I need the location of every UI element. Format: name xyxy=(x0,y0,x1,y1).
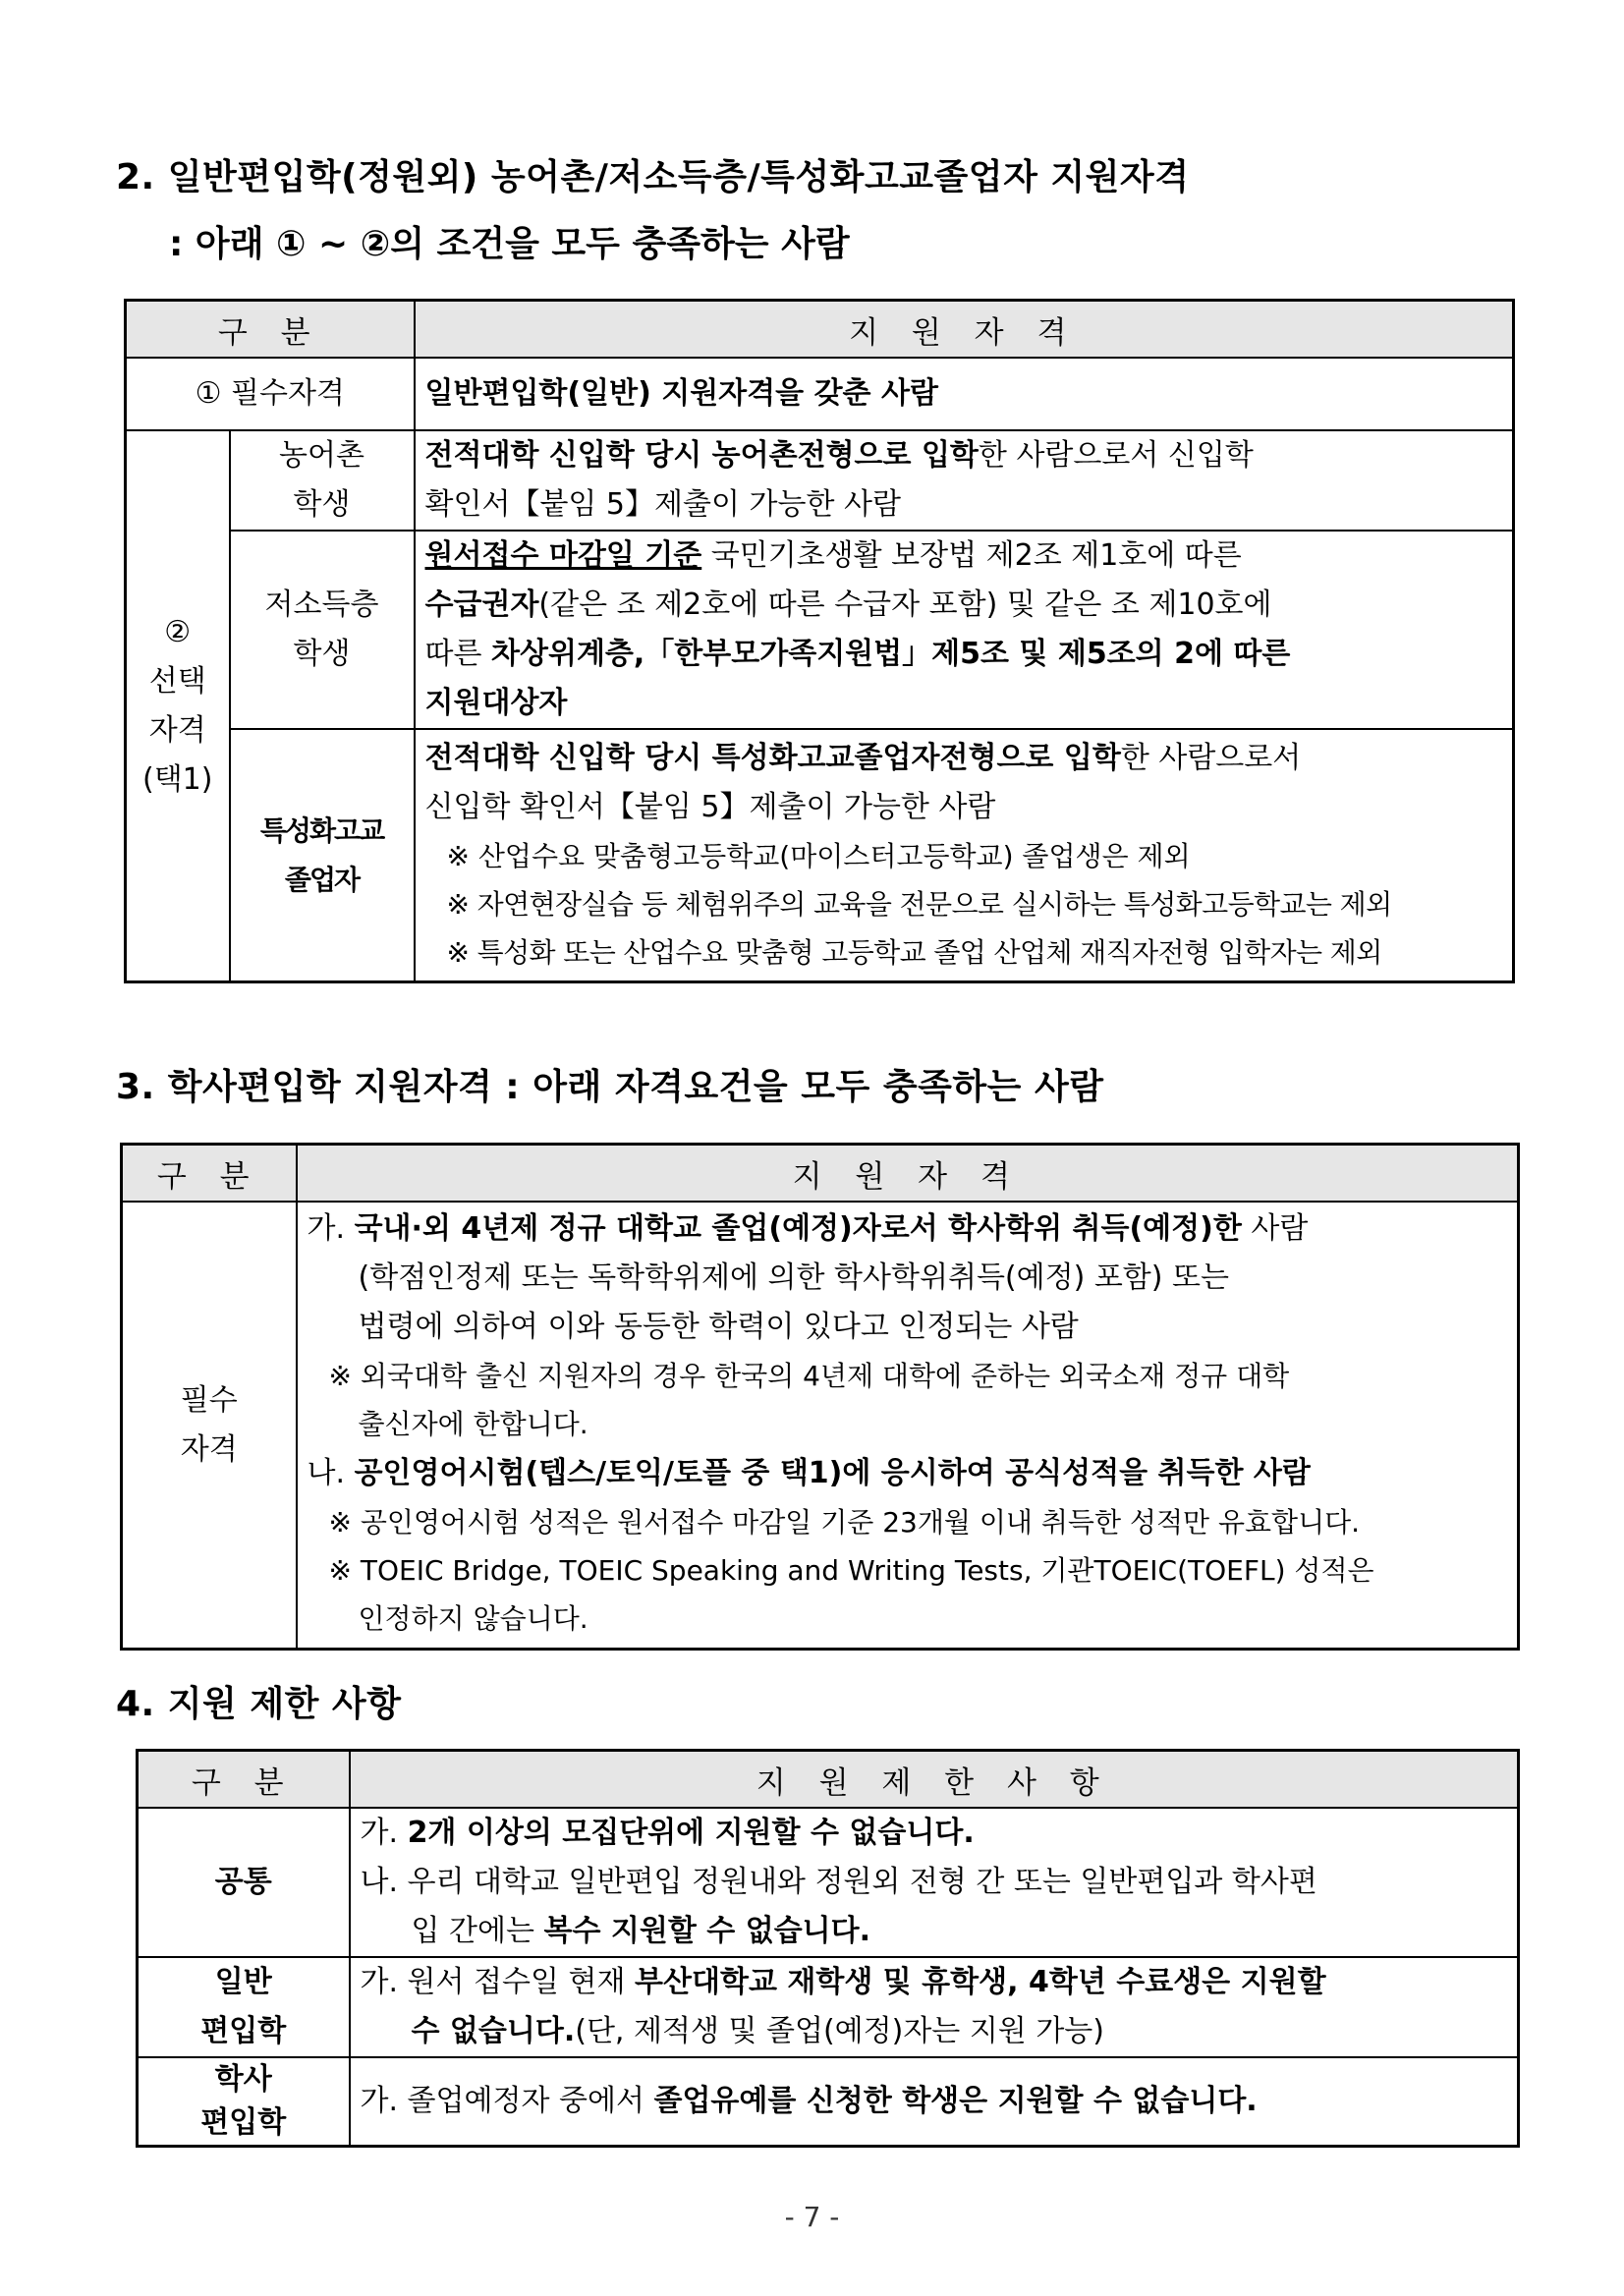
table-row xyxy=(138,2057,1519,2147)
header-category: 구 분 xyxy=(138,1751,350,1809)
table-row xyxy=(126,531,1514,729)
rural-text: 전적대학 신입학 당시 농어촌전형으로 입학한 사람으로서 신입학 확인서【붙임 5】제출이 가능한 사람 xyxy=(415,430,1514,531)
row-label-required: ① 필수자격 xyxy=(126,358,415,430)
rural-label: 농어촌 학생 xyxy=(230,430,415,531)
table-row xyxy=(138,1957,1519,2057)
low-income-text: 원서접수 마감일 기준 국민기초생활 보장법 제2조 제1호에 따른 수급권자(같은 조 제2호에 따른 수급자 포함) 및 같은 조 제10호에 따른 차상위계층,「한부모가족지원법」제5조 및 제5조의 2에 따른 지원대상자 xyxy=(415,531,1514,729)
required-label: 필수 자격 xyxy=(122,1202,297,1650)
section2-subtitle: : 아래 ① ~ ②의 조건을 모두 충족하는 사람 xyxy=(169,224,850,264)
table-header-row xyxy=(126,301,1514,359)
bachelor-transfer-text: 가. 졸업예정자 중에서 졸업유예를 신청한 학생은 지원할 수 없습니다. xyxy=(350,2057,1519,2147)
section2-table xyxy=(124,299,1515,983)
header-qualification: 지 원 자 격 xyxy=(297,1145,1519,1203)
header-category: 구 분 xyxy=(126,301,415,359)
section3-table xyxy=(120,1143,1520,1651)
page-number: - 7 - xyxy=(784,2201,840,2233)
header-category: 구 분 xyxy=(122,1145,297,1203)
optional-group-label: ② 선택 자격 (택1) xyxy=(126,430,230,982)
section4-table xyxy=(136,1749,1520,2148)
table-row xyxy=(126,430,1514,531)
header-restrictions: 지 원 제 한 사 항 xyxy=(350,1751,1519,1809)
general-transfer-label: 일반 편입학 xyxy=(138,1957,350,2057)
table-row xyxy=(126,729,1514,982)
common-text: 가. 2개 이상의 모집단위에 지원할 수 없습니다. 나. 우리 대학교 일반편입 정원내와 정원외 전형 간 또는 일반편입과 학사편 입 간에는 복수 지원할 수 없습니다. xyxy=(350,1808,1519,1957)
table-row xyxy=(122,1202,1519,1650)
section2-title: 2. 일반편입학(정원외) 농어촌/저소득층/특성화고교졸업자 지원자격 xyxy=(116,157,1190,197)
general-transfer-text: 가. 원서 접수일 현재 부산대학교 재학생 및 휴학생, 4학년 수료생은 지원할 수 없습니다.(단, 제적생 및 졸업(예정)자는 지원 가능) xyxy=(350,1957,1519,2057)
section3-title: 3. 학사편입학 지원자격 : 아래 자격요건을 모두 충족하는 사람 xyxy=(116,1067,1104,1107)
row-text-required: 일반편입학(일반) 지원자격을 갖춘 사람 xyxy=(415,358,1514,430)
bachelor-transfer-label: 학사 편입학 xyxy=(138,2057,350,2147)
table-row xyxy=(138,1808,1519,1957)
vocational-text: 전적대학 신입학 당시 특성화고교졸업자전형으로 입학한 사람으로서 신입학 확인서【붙임 5】제출이 가능한 사람 ※ 산업수요 맞춤형고등학교(마이스터고등학교) 졸업생은 제외 ※ 자연현장실습 등 체험위주의 교육을 전문으로 실시하는 특성화고등학교는 제외 ※ 특성화 또는 산업수요 맞춤형 고등학교 졸업 산업체 재직자전형 입학자는 제외 xyxy=(415,729,1514,982)
common-label: 공통 xyxy=(138,1808,350,1957)
table-row xyxy=(126,358,1514,430)
table-header-row xyxy=(122,1145,1519,1203)
required-text: 가. 국내·외 4년제 정규 대학교 졸업(예정)자로서 학사학위 취득(예정)한 사람 (학점인정제 또는 독학학위제에 의한 학사학위취득(예정) 포함) 또는 법령에 의하여 이와 동등한 학력이 있다고 인정되는 사람 ※ 외국대학 출신 지원자의 경우 한국의 4년제 대학에 준하는 외국소재 정규 대학 출신자에 한합니다. 나. 공인영어시험(텝스/토익/토플 중 택1)에 응시하여 공식성적을 취득한 사람 ※ 공인영어시험 성적은 원서접수 마감일 기준 23개월 이내 취득한 성적만 유효합니다. ※ TOEIC Bridge, TOEIC Speaking and Writing Tests, 기관TOEIC(TOEFL) 성적은 인정하지 않습니다. xyxy=(297,1202,1519,1650)
table-header-row xyxy=(138,1751,1519,1809)
section4-title: 4. 지원 제한 사항 xyxy=(116,1684,402,1724)
low-income-label: 저소득층 학생 xyxy=(230,531,415,729)
vocational-label: 특성화고교 졸업자 xyxy=(230,729,415,982)
header-qualification: 지 원 자 격 xyxy=(415,301,1514,359)
